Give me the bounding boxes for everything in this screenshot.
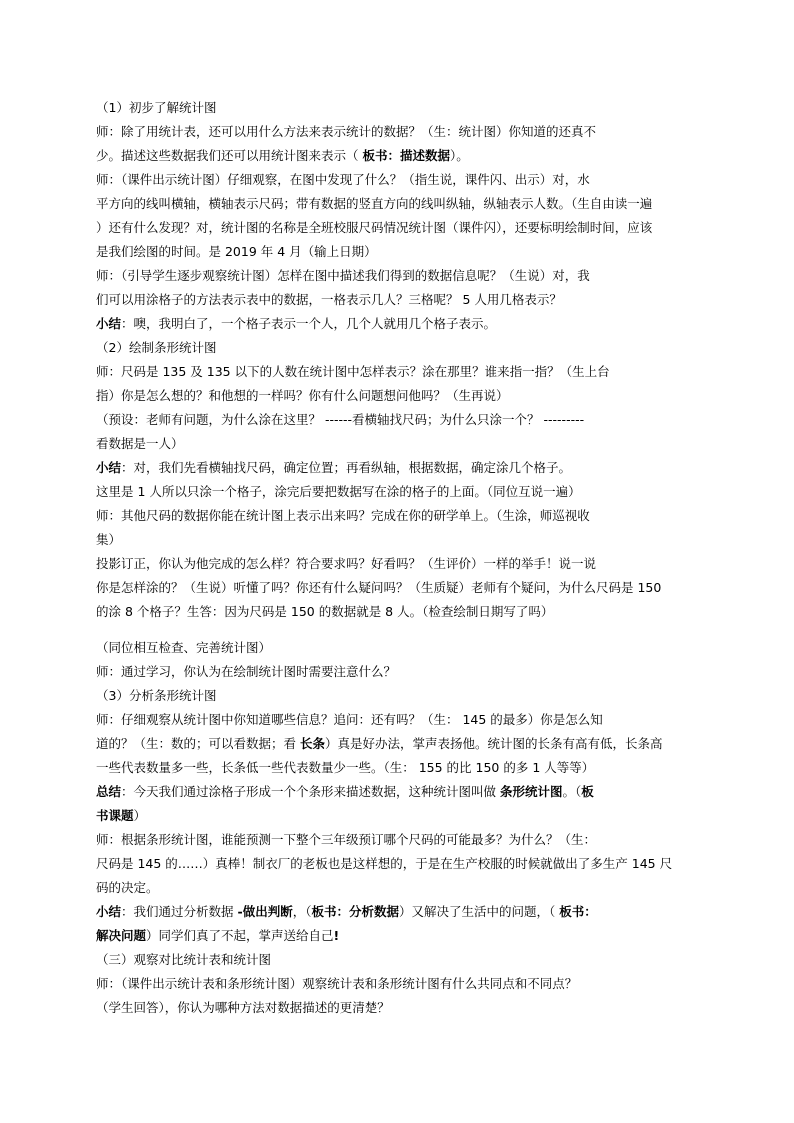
text-line	[96, 662, 396, 682]
text-line	[96, 782, 594, 802]
text-segment: ）又解决了生活中的问题，（	[398, 904, 560, 919]
bold-text-segment: 长条	[299, 736, 325, 751]
bold-text-segment: 板书：	[559, 904, 597, 919]
text-segment: 集）	[96, 532, 122, 547]
bold-text-segment: !	[333, 928, 340, 943]
text-line	[96, 122, 596, 142]
text-segment: 师：根据条形统计图，谁能预测一下整个三年级预订哪个尺码的可能最多？为什么？（生：	[96, 832, 597, 847]
text-line	[96, 806, 146, 826]
text-line	[96, 266, 590, 286]
text-segment: 是我们绘图的时间。是 2019 年 4 月（输上日期）	[96, 244, 377, 259]
text-segment: ，（	[292, 904, 312, 919]
text-segment: 平方向的线叫横轴，横轴表示尺码；带有数据的竖直方向的线叫纵轴，纵轴表示人数。（生自由读一遍	[96, 196, 653, 211]
text-line	[96, 974, 577, 994]
text-line	[96, 482, 581, 502]
text-segment: 的涂 8 个格子？生答：因为尺码是 150 的数据就是 8 人。（检查绘制日期写了吗）	[96, 604, 554, 619]
text-line	[96, 314, 496, 334]
text-segment: 师：（课件出示统计表和条形统计图）观察统计表和条形统计图有什么共同点和不同点？	[96, 976, 578, 991]
text-line	[96, 902, 597, 922]
text-segment: （预设：老师有问题，为什么涂在这里？ ------看横轴找尺码；为什么只涂一个？ ---------	[96, 412, 585, 427]
text-line	[96, 530, 121, 550]
text-segment: 这里是 1 人所以只涂一个格子，涂完后要把数据写在涂的格子的上面。（同位互说一遍）	[96, 484, 581, 499]
text-line	[96, 950, 271, 970]
text-segment: （3）分析条形统计图	[96, 688, 217, 703]
text-segment: 码的决定。	[96, 880, 159, 895]
text-segment: ：我们通过分析数据	[121, 904, 238, 919]
text-segment: 少。描述这些数据我们还可以用统计图来表示（	[96, 148, 363, 163]
text-line	[96, 434, 184, 454]
text-line	[96, 830, 596, 850]
text-segment: 师：（引导学生逐步观察统计图）怎样在图中描述我们得到的数据信息呢？（生说）对，我	[96, 268, 590, 283]
text-line	[96, 602, 553, 622]
text-segment: ：对，我们先看横轴找尺码，确定位置；再看纵轴，根据数据，确定涂几个格子。	[121, 460, 572, 475]
text-line	[96, 458, 571, 478]
text-line	[96, 170, 590, 190]
text-segment: ）还有什么发现？对，统计图的名称是全班校服尺码情况统计图（课件闪），还要标明绘制时间，应该	[96, 220, 653, 235]
bold-text-segment: 解决问题	[96, 928, 147, 943]
text-line	[96, 98, 216, 118]
text-segment: 们可以用涂格子的方法表示表中的数据，一格表示几人？三格呢？ 5 人用几格表示？	[96, 292, 562, 307]
text-line	[96, 338, 216, 358]
bold-text-segment: 板书：描述数据	[362, 148, 450, 163]
bold-text-segment: 板	[581, 784, 594, 799]
text-segment: 看数据是一人）	[96, 436, 184, 451]
text-segment: ：今天我们通过涂格子形成一个个条形来描述数据，这种统计图叫做	[121, 784, 500, 799]
text-segment: 你是怎样涂的？（生说）听懂了吗？你还有什么疑问吗？（生质疑）老师有个疑问，为什么尺码是 150	[96, 580, 662, 595]
text-line	[96, 878, 159, 898]
text-segment: （学生回答），你认为哪种方法对数据描述的更清楚？	[96, 1000, 390, 1015]
text-segment: ）	[133, 808, 147, 823]
text-line	[96, 242, 377, 262]
text-segment: 师：（课件出示统计图）仔细观察，在图中发现了什么？（指生说，课件闪、出示）对，水	[96, 172, 590, 187]
text-segment: 师：通过学习，你认为在绘制统计图时需要注意什么？	[96, 664, 397, 679]
text-segment: 投影订正，你认为他完成的怎么样？符合要求吗？好看吗？（生评价）一样的举手！说一说	[96, 556, 597, 571]
bold-text-segment: 条形统计图	[500, 784, 563, 799]
text-line	[96, 734, 663, 754]
bold-text-segment: 小结	[96, 316, 122, 331]
bold-text-segment: 板书：分析数据	[311, 904, 399, 919]
text-line	[96, 998, 390, 1018]
text-segment: （三）观察对比统计表和统计图	[96, 952, 272, 967]
text-segment: （2）绘制条形统计图	[96, 340, 217, 355]
bold-text-segment: -做出判断	[237, 904, 293, 919]
bold-text-segment: 小结	[96, 904, 122, 919]
text-line	[96, 290, 562, 310]
text-segment: 一些代表数量多一些，长条低一些代表数量少一些。（生： 155 的比 150 的多 1 人等等）	[96, 760, 595, 775]
text-line	[96, 638, 271, 658]
text-segment: 师：其他尺码的数据你能在统计图上表示出来吗？完成在你的研学单上。（生涂，师巡视收	[96, 508, 590, 523]
text-line	[96, 410, 584, 430]
text-line	[96, 926, 339, 946]
text-segment: 师：仔细观察从统计图中你知道哪些信息？追问：还有吗？（生： 145 的最多）你是怎么知	[96, 712, 603, 727]
text-line	[96, 146, 469, 166]
bold-text-segment: 书课题	[96, 808, 134, 823]
text-segment: 道的？（生：数的；可以看数据；看	[96, 736, 300, 751]
bold-text-segment: 总结	[96, 784, 122, 799]
text-line	[96, 686, 216, 706]
text-segment: ）同学们真了不起，掌声送给自己	[146, 928, 334, 943]
text-line	[96, 218, 652, 238]
text-segment: ）。	[450, 148, 469, 163]
text-segment: （1）初步了解统计图	[96, 100, 217, 115]
text-segment: 师：除了用统计表，还可以用什么方法来表示统计的数据？（生：统计图）你知道的还真不	[96, 124, 597, 139]
bold-text-segment: 小结	[96, 460, 122, 475]
text-line	[96, 194, 652, 214]
text-line	[96, 362, 610, 382]
text-line	[96, 854, 672, 874]
text-line	[96, 554, 596, 574]
text-segment: ）真是好办法，掌声表扬他。统计图的长条有高有低，长条高	[325, 736, 663, 751]
text-line	[96, 758, 594, 778]
text-segment: 师：尺码是 135 及 135 以下的人数在统计图中怎样表示？涂在那里？谁来指一指？（生上台	[96, 364, 610, 379]
text-segment: 。（	[562, 784, 582, 799]
text-line	[96, 710, 603, 730]
text-segment: ：噢，我明白了，一个格子表示一个人，几个人就用几个格子表示。	[121, 316, 497, 331]
text-line	[96, 578, 661, 598]
text-segment: （同位相互检查、完善统计图）	[96, 640, 272, 655]
text-segment: 指）你是怎么想的？和他想的一样吗？你有什么问题想问他吗？（生再说）	[96, 388, 509, 403]
text-segment: 尺码是 145 的……）真棒！制衣厂的老板也是这样想的，于是在生产校服的时候就做出了多生产 145 尺	[96, 856, 673, 871]
text-line	[96, 386, 509, 406]
text-line	[96, 506, 590, 526]
